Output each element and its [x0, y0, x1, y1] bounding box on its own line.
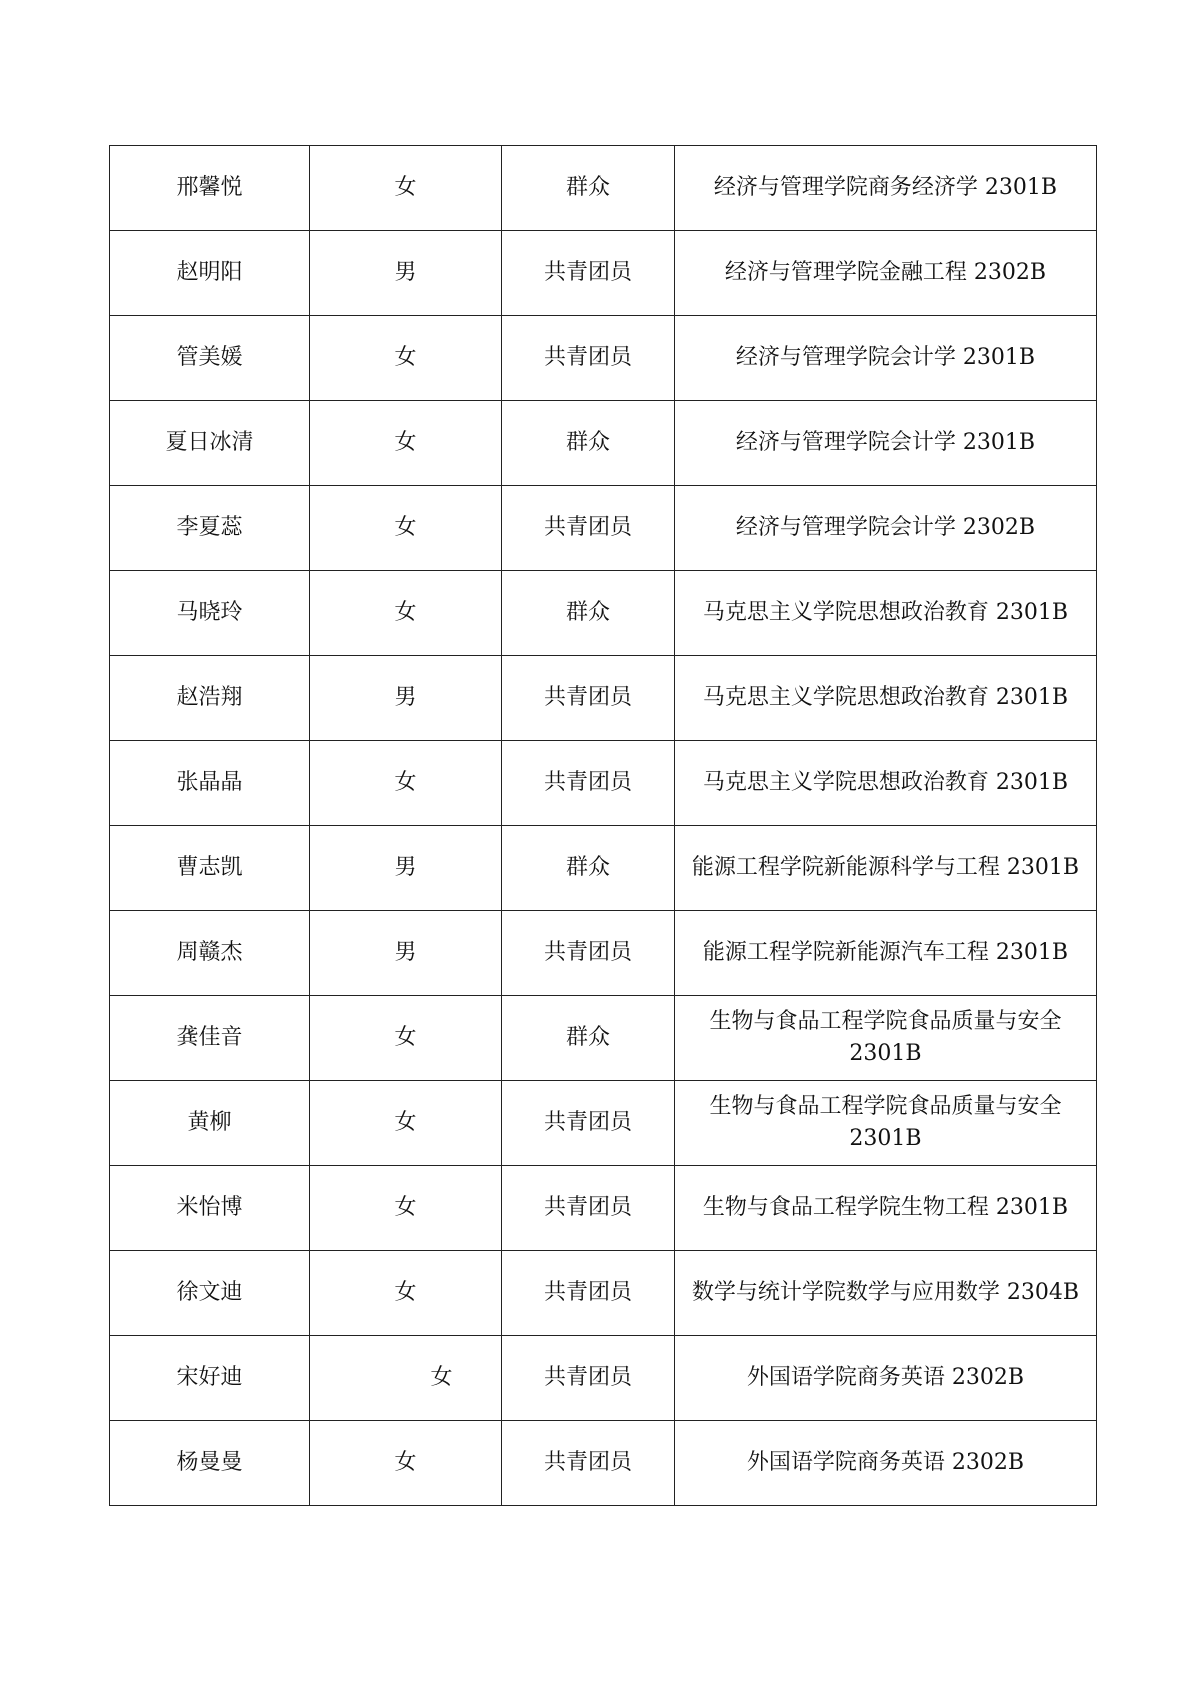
- table-row: [110, 826, 1097, 911]
- table-row: [110, 1336, 1097, 1421]
- name-cell: 管美媛: [110, 316, 310, 401]
- table-row: [110, 1081, 1097, 1166]
- gender-cell: 男: [310, 231, 502, 316]
- political-status-cell: 群众: [502, 571, 675, 656]
- name-cell: 曹志凯: [110, 826, 310, 911]
- table-row: [110, 1421, 1097, 1506]
- gender-cell: 男: [310, 911, 502, 996]
- gender-cell: 男: [310, 826, 502, 911]
- college-class-cell: 马克思主义学院思想政治教育 2301B: [675, 571, 1097, 656]
- political-status-cell: 共青团员: [502, 1251, 675, 1336]
- gender-cell: 女: [310, 741, 502, 826]
- table-row: [110, 486, 1097, 571]
- college-class-cell: 经济与管理学院商务经济学 2301B: [675, 146, 1097, 231]
- political-status-cell: 共青团员: [502, 1166, 675, 1251]
- college-class-cell: 马克思主义学院思想政治教育 2301B: [675, 656, 1097, 741]
- college-class-cell: 数学与统计学院数学与应用数学 2304B: [675, 1251, 1097, 1336]
- name-cell: 邢馨悦: [110, 146, 310, 231]
- political-status-cell: 群众: [502, 401, 675, 486]
- college-class-cell: 能源工程学院新能源汽车工程 2301B: [675, 911, 1097, 996]
- political-status-cell: 共青团员: [502, 911, 675, 996]
- table-row: [110, 401, 1097, 486]
- name-cell: 夏日冰清: [110, 401, 310, 486]
- table-row: [110, 741, 1097, 826]
- political-status-cell: 共青团员: [502, 1336, 675, 1421]
- table-row: [110, 1251, 1097, 1336]
- name-cell: 徐文迪: [110, 1251, 310, 1336]
- college-class-cell: 经济与管理学院会计学 2302B: [675, 486, 1097, 571]
- name-cell: 赵浩翔: [110, 656, 310, 741]
- political-status-cell: 共青团员: [502, 741, 675, 826]
- gender-cell: 女: [310, 401, 502, 486]
- roster-table: [109, 145, 1097, 1506]
- table-row: [110, 656, 1097, 741]
- political-status-cell: 共青团员: [502, 656, 675, 741]
- political-status-cell: 群众: [502, 996, 675, 1081]
- college-class-cell: 生物与食品工程学院生物工程 2301B: [675, 1166, 1097, 1251]
- college-class-cell: 经济与管理学院会计学 2301B: [675, 401, 1097, 486]
- political-status-cell: 群众: [502, 826, 675, 911]
- political-status-cell: 共青团员: [502, 1421, 675, 1506]
- college-class-cell: 生物与食品工程学院食品质量与安全 2301B: [675, 1081, 1097, 1166]
- college-class-cell: 经济与管理学院会计学 2301B: [675, 316, 1097, 401]
- political-status-cell: 群众: [502, 146, 675, 231]
- gender-cell: 女: [310, 996, 502, 1081]
- name-cell: 杨曼曼: [110, 1421, 310, 1506]
- name-cell: 米怡博: [110, 1166, 310, 1251]
- gender-cell: 男: [310, 656, 502, 741]
- political-status-cell: 共青团员: [502, 316, 675, 401]
- college-class-cell: 外国语学院商务英语 2302B: [675, 1336, 1097, 1421]
- name-cell: 周赣杰: [110, 911, 310, 996]
- college-class-cell: 生物与食品工程学院食品质量与安全 2301B: [675, 996, 1097, 1081]
- table-row: [110, 231, 1097, 316]
- gender-cell: 女: [310, 1251, 502, 1336]
- gender-cell: 女: [310, 1421, 502, 1506]
- name-cell: 赵明阳: [110, 231, 310, 316]
- gender-text: 女: [430, 1365, 453, 1390]
- table-row: [110, 146, 1097, 231]
- name-cell: 龚佳音: [110, 996, 310, 1081]
- gender-cell: 女: [310, 1166, 502, 1251]
- gender-cell: 女: [310, 1081, 502, 1166]
- name-cell: 黄柳: [110, 1081, 310, 1166]
- college-class-cell: 马克思主义学院思想政治教育 2301B: [675, 741, 1097, 826]
- table-row: [110, 571, 1097, 656]
- political-status-cell: 共青团员: [502, 231, 675, 316]
- gender-cell: 女: [310, 146, 502, 231]
- political-status-cell: 共青团员: [502, 486, 675, 571]
- college-class-cell: 外国语学院商务英语 2302B: [675, 1421, 1097, 1506]
- table-row: [110, 1166, 1097, 1251]
- college-class-cell: 经济与管理学院金融工程 2302B: [675, 231, 1097, 316]
- table-row: [110, 911, 1097, 996]
- name-cell: 张晶晶: [110, 741, 310, 826]
- name-cell: 李夏蕊: [110, 486, 310, 571]
- political-status-cell: 共青团员: [502, 1081, 675, 1166]
- table-row: [110, 316, 1097, 401]
- gender-cell: 女: [310, 486, 502, 571]
- name-cell: 宋好迪: [110, 1336, 310, 1421]
- gender-cell: [310, 1336, 502, 1421]
- gender-cell: 女: [310, 316, 502, 401]
- college-class-cell: 能源工程学院新能源科学与工程 2301B: [675, 826, 1097, 911]
- table-row: [110, 996, 1097, 1081]
- name-cell: 马晓玲: [110, 571, 310, 656]
- gender-cell: 女: [310, 571, 502, 656]
